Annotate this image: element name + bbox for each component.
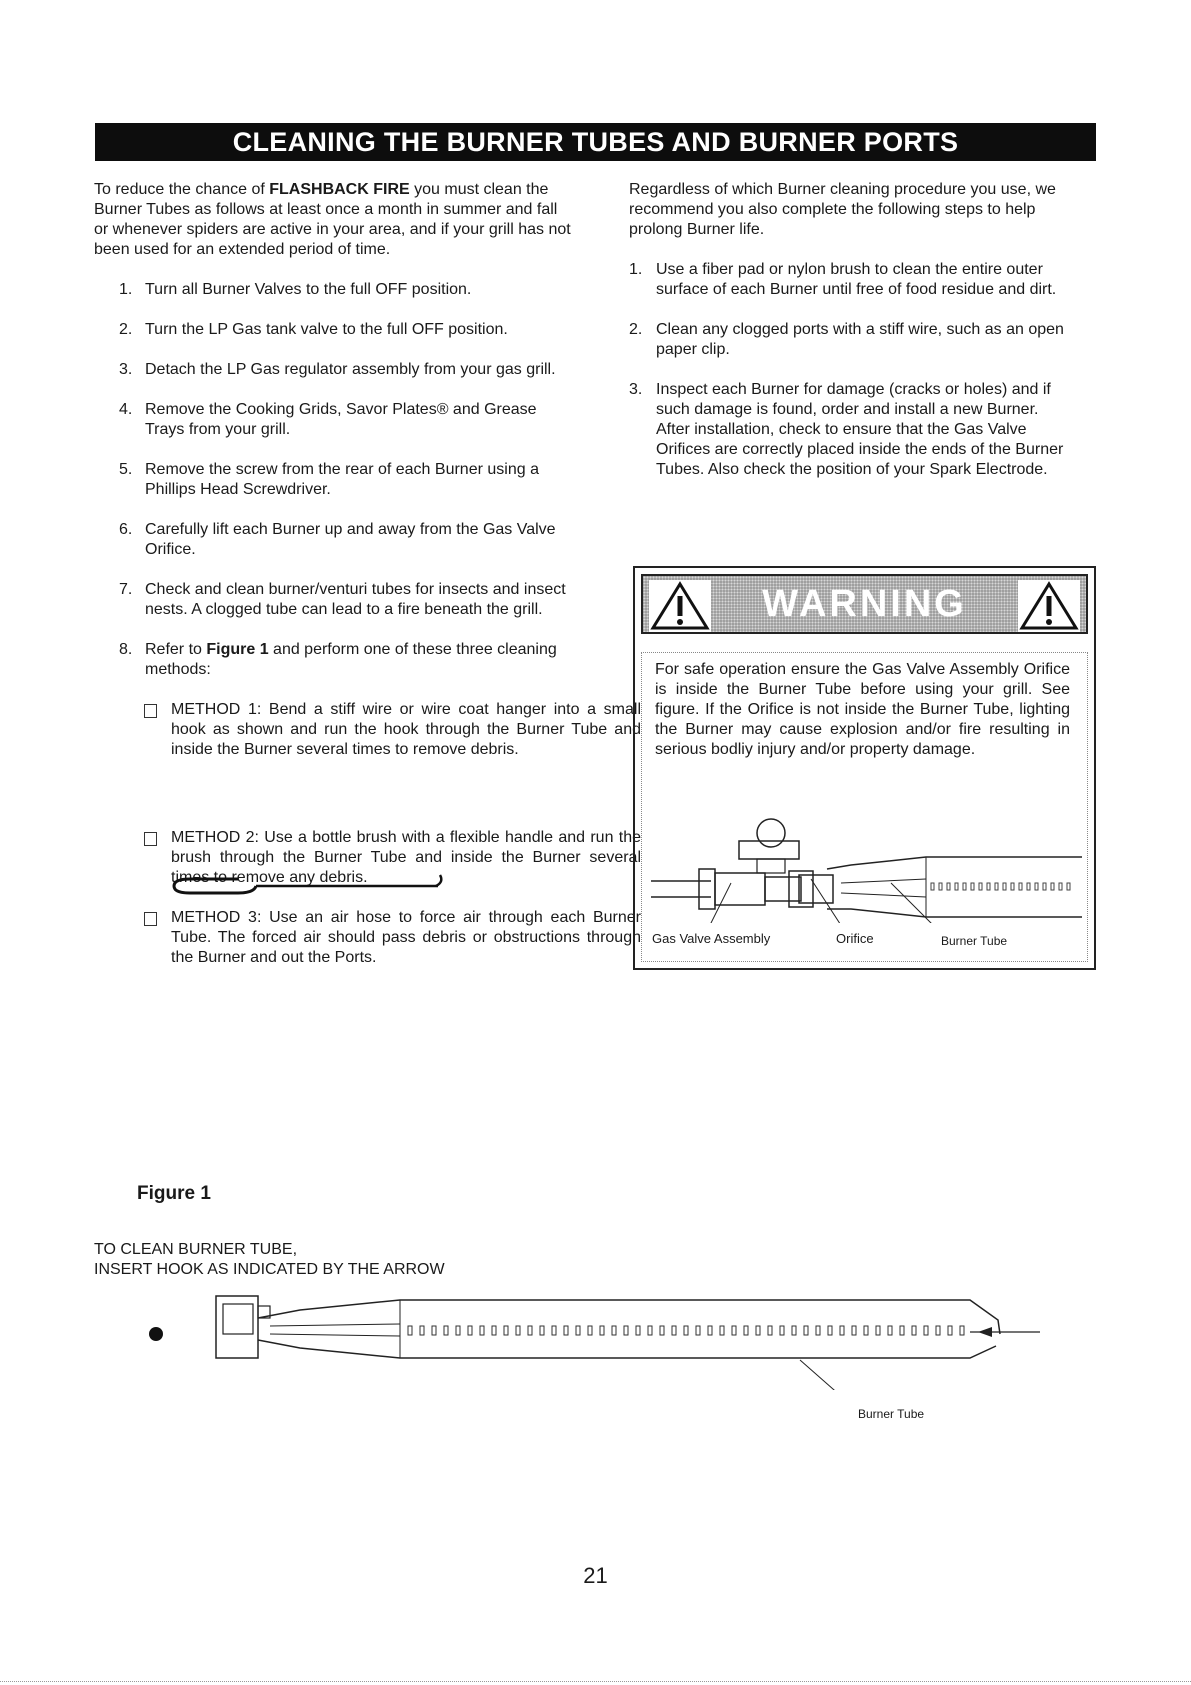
step-text: Refer to — [145, 641, 207, 658]
step-item — [94, 520, 574, 560]
step-text: Check and clean burner/venturi tubes for insects and insect nests. A clogged tube can lead to a fire beneath the grill. — [145, 581, 566, 618]
step-number: 1. — [629, 261, 643, 278]
step-item — [629, 380, 1069, 480]
right-column — [629, 180, 1069, 480]
step-item — [94, 640, 574, 680]
step-item — [94, 400, 574, 440]
warning-text: For safe operation ensure the Gas Valve Assembly Orifice is inside the Burner Tube before using your grill. See figure. If the Orifice is not inside the Burner Tube, lighting the Burner may cause explosion and/or fire resulting in serious bodliy injury and/or property damage. — [655, 661, 1070, 758]
step-item — [629, 320, 1069, 360]
step-text: Inspect each Burner for damage (cracks or holes) and if such damage is found, order and install a new Burner. After installation, check to ensure that the Gas Valve Orifices are correctly placed inside the ends of the Burner Tubes. Also check the position of your Spark Electrode. — [656, 381, 1064, 478]
method-item — [94, 908, 641, 968]
method-text: METHOD 1: Bend a stiff wire or wire coat hanger into a small hook as shown and run the hook through the Burner Tube and inside the Burner several times to remove debris. — [171, 701, 641, 758]
page-number: 21 — [583, 1563, 608, 1588]
method-text: METHOD 2: Use a bottle brush with a flexible handle and run the brush through the Burner Tube and inside the Burner several times to remove any debris. — [171, 829, 641, 886]
step-text: Turn the LP Gas tank valve to the full OFF position. — [145, 321, 508, 338]
burner-tube-label: Burner Tube — [941, 934, 1008, 948]
step-number: 1. — [119, 281, 133, 298]
section-title: CLEANING THE BURNER TUBES AND BURNER PORTS — [95, 123, 1096, 161]
step-number: 8. — [119, 641, 133, 658]
cleaning-steps — [94, 280, 574, 680]
step-item — [629, 260, 1069, 300]
instruction-line: INSERT HOOK AS INDICATED BY THE ARROW — [94, 1261, 445, 1278]
burner-ports — [931, 883, 1070, 890]
step-number: 3. — [119, 361, 133, 378]
step-text: Remove the Cooking Grids, Savor Plates® and Grease Trays from your grill. — [145, 401, 537, 438]
step-item — [94, 320, 574, 340]
method-text: METHOD 3: Use an air hose to force air through each Burner Tube. The forced air should pass debris or obstructions through the Burner and out the Ports. — [171, 909, 641, 966]
method-item — [94, 700, 641, 760]
flashback-fire-emphasis: FLASHBACK FIRE — [269, 181, 410, 198]
step-text: Use a fiber pad or nylon brush to clean the entire outer surface of each Burner until free of food residue and dirt. — [656, 261, 1057, 298]
step-number: 6. — [119, 521, 133, 538]
checkbox-icon — [144, 912, 157, 926]
step-number: 3. — [629, 381, 643, 398]
warning-title: WARNING — [762, 583, 967, 625]
step-number: 5. — [119, 461, 133, 478]
step-number: 2. — [629, 321, 643, 338]
step-number: 2. — [119, 321, 133, 338]
burner-tube-figure — [140, 1290, 1050, 1390]
cleaning-methods — [94, 700, 641, 968]
checkbox-icon — [144, 704, 157, 718]
instruction-line: TO CLEAN BURNER TUBE, — [94, 1241, 298, 1258]
warning-box — [633, 566, 1096, 970]
step-text: Detach the LP Gas regulator assembly from your gas grill. — [145, 361, 556, 378]
maintenance-steps — [629, 260, 1069, 480]
wire-hook-illustration — [168, 869, 448, 899]
bottom-rule — [0, 1681, 1191, 1682]
warning-triangle-icon — [649, 580, 711, 632]
intro-text-rest: you must clean the Burner Tubes as follows at least once a month in summer and fall or whenever spiders are active in your area, and if your grill has not been used for an extended period of time. — [94, 181, 571, 258]
bullet-dot — [149, 1327, 163, 1341]
gas-valve-orifice-illustration — [641, 813, 1088, 923]
step-number: 7. — [119, 581, 133, 598]
figure-reference: Figure 1 — [206, 641, 269, 658]
right-intro-paragraph: Regardless of which Burner cleaning procedure you use, we recommend you also complete the following steps to help prolong Burner life. — [629, 181, 1056, 238]
warning-triangle-icon — [1018, 580, 1080, 632]
left-column — [94, 180, 641, 988]
burner-ports — [408, 1326, 964, 1335]
step-item — [94, 460, 574, 500]
step-text: Turn all Burner Valves to the full OFF position. — [145, 281, 472, 298]
intro-text: To reduce the chance of — [94, 181, 270, 198]
checkbox-icon — [144, 832, 157, 846]
figure-title: Figure 1 — [137, 1183, 211, 1204]
warning-header — [641, 574, 1088, 634]
step-text: Clean any clogged ports with a stiff wire, such as an open paper clip. — [656, 321, 1064, 358]
step-item — [94, 280, 574, 300]
figure-instruction — [94, 1240, 594, 1280]
step-text: Remove the screw from the rear of each Burner using a Phillips Head Screwdriver. — [145, 461, 539, 498]
step-text-rest: and perform one of these three cleaning methods: — [145, 641, 557, 678]
intro-paragraph — [94, 180, 574, 260]
step-item — [94, 360, 574, 380]
step-item — [94, 580, 574, 620]
step-text: Carefully lift each Burner up and away from the Gas Valve Orifice. — [145, 521, 556, 558]
step-number: 4. — [119, 401, 133, 418]
orifice-label: Orifice — [836, 931, 874, 946]
gas-valve-assembly-label: Gas Valve Assembly — [652, 931, 771, 946]
figure-burner-tube-label: Burner Tube — [858, 1407, 925, 1421]
